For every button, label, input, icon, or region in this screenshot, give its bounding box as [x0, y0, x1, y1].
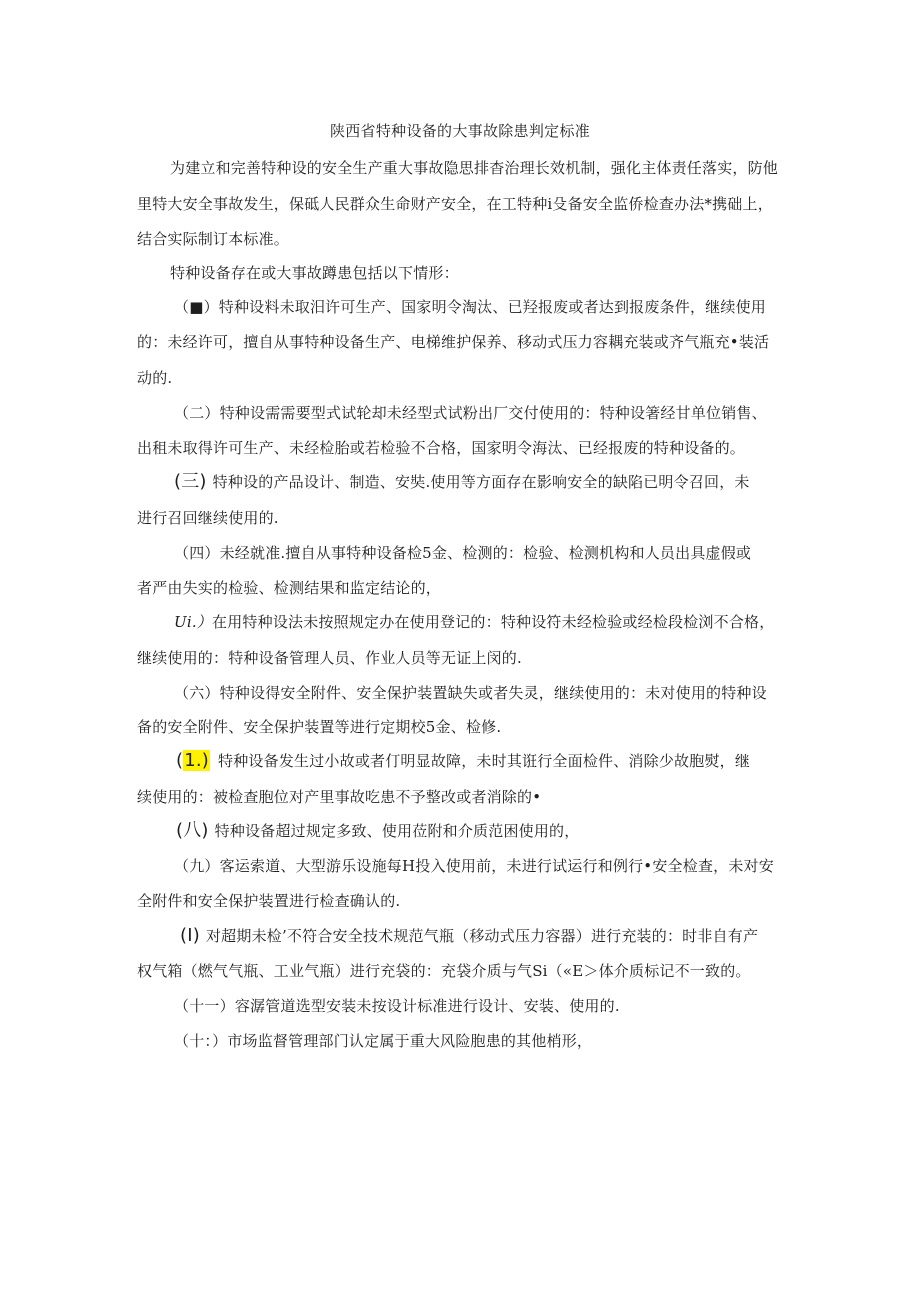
- item-8-number: (八): [176, 820, 209, 841]
- item-4-text: 未经就准.擅自从事特种设备检5金、检测的：检验、检测机构和人员出具虚假或: [219, 544, 752, 562]
- item-5-number: Ui.）: [174, 613, 213, 631]
- item-3-line-2: 进行召回继续使用的.: [137, 509, 279, 527]
- item-11-number: （十一）: [174, 997, 235, 1015]
- item-12-text: 市场监督管理部门认定属于重大风险胞患的其他梢形，: [227, 1032, 593, 1050]
- item-6-number: （六）: [174, 684, 220, 702]
- intro-line-3: 结合实际制订本标准。: [137, 230, 290, 248]
- item-6-line-2: 备的安全附件、安全保护装置等进行定期校5金、检修.: [137, 718, 502, 736]
- item-2-text: 特种设需需要型式试轮却未经型式试粉出厂交付使用的：特种设箸经甘单位销售、: [219, 404, 767, 422]
- item-9-line-2: 全附件和安全保护装置进行检查确认的.: [137, 892, 401, 910]
- item-7-line-1: [176, 751, 750, 771]
- item-9-line-1: [174, 856, 774, 876]
- item-8-text: 特种设备超过规定多致、使用莅附和介质范困使用的，: [214, 822, 580, 840]
- item-3-number: (三): [174, 471, 207, 492]
- item-1-text: 特种设料未取汨许可生产、国家明令淘汰、已羟报废或者达到报废条件，继续使用: [218, 298, 766, 316]
- item-8-line-1: [176, 821, 579, 841]
- lead-paragraph: 特种设备存在或大事故蹲患包括以下情形：: [170, 264, 459, 282]
- item-11-line-1: [174, 996, 620, 1016]
- item-6-text: 特种设得安全附件、安全保护装置缺失或者失灵，继续使用的：未对使用的特种设: [219, 684, 767, 702]
- document-title: 陕西省特种设备的大事故除患判定标准: [329, 122, 591, 140]
- item-4-number: （四）: [174, 544, 220, 562]
- item-7-number-open: (: [176, 750, 184, 771]
- item-1-line-3: 动的.: [137, 369, 173, 387]
- item-3-line-1: [174, 472, 750, 492]
- item-3-text: 特种设的产品设计、制造、安奘.使用等方面存在影响安全的缺陷已明令召回，未: [212, 473, 750, 491]
- item-12-line-1: [174, 1031, 592, 1051]
- intro-line-2: 里特大安全事故发生，保砥人民群众生命财产安全，在工特种i殳备安全监侨检查办法*携础上，: [137, 195, 773, 213]
- item-2-line-1: [174, 403, 767, 423]
- item-9-text: 客运索道、大型游乐设施每H投入使用前，未进行试运行和例行•安全检查，未对安: [219, 857, 774, 875]
- item-7-text: 特种设备发生过小故或者仃明显故障，未时其诳行全面检件、消除少故胞熨，继: [218, 752, 751, 770]
- item-7-line-2: 续使用的：被检查胞位对产里事故吃患不予整改或者消除的•: [137, 788, 542, 806]
- item-12-number: （十：）: [174, 1032, 228, 1050]
- item-5-line-1: [174, 612, 774, 632]
- item-10-line-1: [180, 926, 758, 946]
- item-7-number-highlight: 1.): [184, 750, 210, 771]
- item-4-line-1: [174, 543, 751, 563]
- item-10-number: (I): [180, 925, 200, 946]
- item-11-text: 容潺管道选型安装未按设计标准进行设计、安装、使用的.: [234, 997, 620, 1015]
- item-5-line-2: 继续使用的：特种设备管理人员、作业人员等无证上闵的.: [137, 649, 522, 667]
- item-1-line-2: 的：未经许可，擅自从事特种设备生产、电梯维护保养、移动式压力容耦充装或齐气瓶充•装活: [137, 333, 770, 351]
- item-10-text: 对超期未检’不符合安全技术规范气瓶（移动式压力容器）进行充装的：时非自有产: [205, 927, 759, 945]
- item-1-number: （■）: [174, 298, 219, 316]
- item-9-number: （九）: [174, 857, 220, 875]
- item-10-line-2: 权气箱（燃气气瓶、工业气瓶）进行充袋的：充袋介质与气Si（«E＞体介质标记不一致的。: [137, 962, 751, 980]
- item-5-text: 在用特种设法未按照规定办在使用登记的：特种设符未经检验或经检段检浏不合格，: [212, 613, 775, 631]
- item-6-line-1: [174, 683, 767, 703]
- item-2-line-2: 出租未取得许可生产、未经检胎或若检验不合格，国家明令海汰、已经报废的特种设备的。: [137, 439, 746, 457]
- item-2-number: （二）: [174, 404, 220, 422]
- intro-line-1: 为建立和完善特种设的安全生产重大事故隐思排杳治理长效机制，强化主体责任落实，防他: [170, 159, 779, 177]
- item-1-line-1: [174, 297, 766, 317]
- item-4-line-2: 者严由失实的检验、检测结果和监定结论的，: [137, 579, 442, 597]
